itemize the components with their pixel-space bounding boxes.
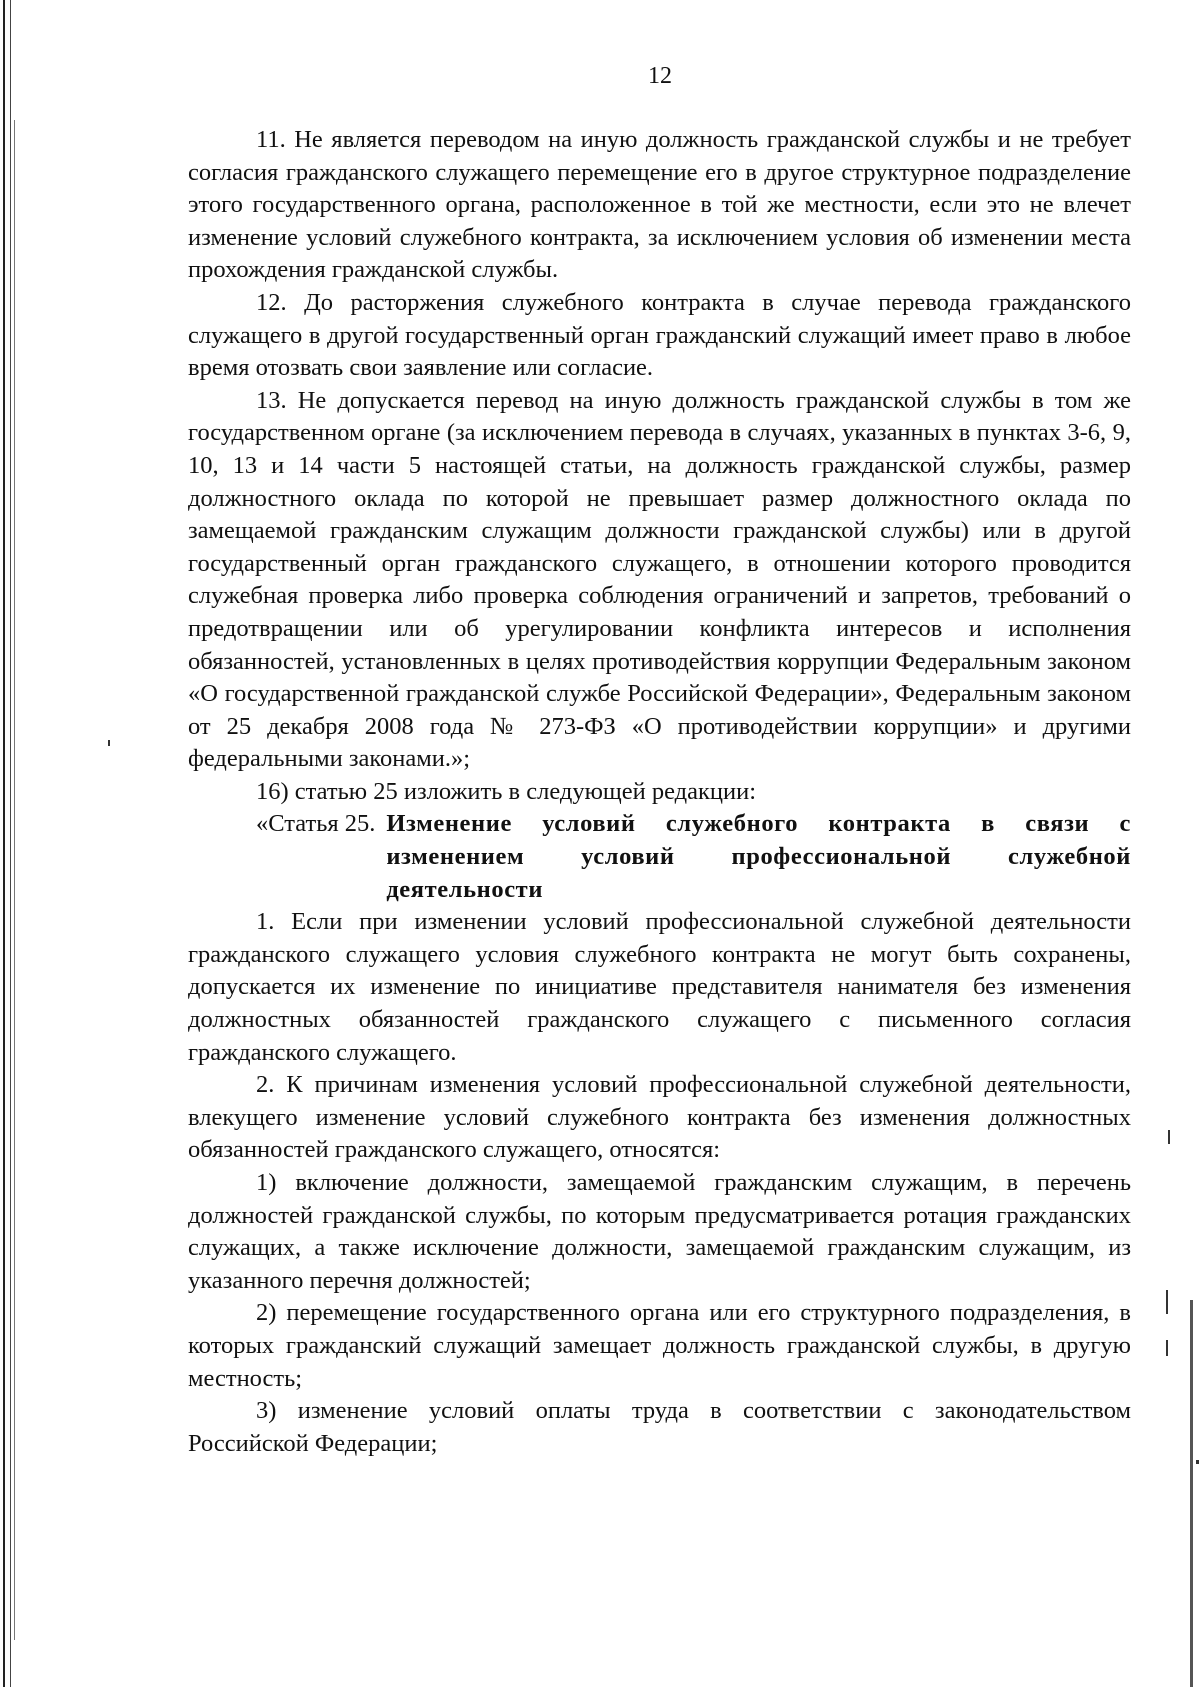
article-paragraph-2: 2. К причинам изменения условий профессиональной служебной деятельности, влекущего изменение условий служебного контракта без изменения должностных обязанностей гражданского служащего, относятся: [188,1071,1131,1164]
scan-edge-line [10,0,11,1687]
article-title: Изменение условий служебного контракта в связи с изменением условий профессиональной служебной деятельности [386,810,1131,903]
article-paragraph-1: 1. Если при изменении условий профессиональной служебной деятельности гражданского служащего условия служебного контракта не могут быть сохранены, допускается их изменение по инициативе представителя нанимателя без изменения должностных обязанностей гражданского служащего с письменного согласия гражданского служащего. [188,908,1131,1066]
list-item-3: 3) изменение условий оплаты труда в соответствии с законодательством Российской Федерации; [188,1397,1131,1457]
scan-speck [1166,1340,1168,1356]
paragraph-11: 11. Не является переводом на иную должность гражданской службы и не требует согласия гражданского служащего перемещение его в другое структурное подразделение этого государственного органа, расположенное в той же местности, если это не влечет изменение условий служебного контракта, за исключением условия об изменении места прохождения гражданской службы. [188,126,1131,284]
scan-speck [1168,1130,1170,1144]
list-item-1: 1) включение должности, замещаемой гражданским служащим, в перечень должностей гражданской службы, по которым предусматривается ротация гражданских служащих, а также исключение должности, замещаемой гражданским служащим, из указанного перечня должностей; [188,1169,1131,1294]
document-body [188,124,1131,1460]
scan-speck [1166,1290,1168,1314]
paragraph-13: 13. Не допускается перевод на иную должность гражданской службы в том же государственном органе (за исключением перевода в случаях, указанных в пунктах 3-6, 9, 10, 13 и 14 части 5 настоящей статьи, на должность гражданской службы, размер должностного оклада по которой не превышает размер должностного оклада по замещаемой гражданским служащим должности гражданской службы) или в другой государственный орган гражданского служащего, в отношении которого проводится служебная проверка либо проверка соблюдения ограничений и запретов, требований о предотвращении или об урегулировании конфликта интересов и исполнения обязанностей, установленных в целях противодействия коррупции Федеральным законом «О государственной гражданской службе Российской Федерации», Федеральным законом от 25 декабря 2008 года № 273-ФЗ «О противодействии коррупции» и другими федеральными законами.»; [188,386,1131,773]
page-number: 12 [648,63,672,89]
scan-edge-line [14,120,15,1640]
scan-speck [108,740,110,746]
article-number: «Статья 25. [256,810,376,838]
list-item-2: 2) перемещение государственного органа или его структурного подразделения, в которых гражданский служащий замещает должность гражданской службы, в другую местность; [188,1299,1131,1392]
scan-edge-line [3,0,5,1687]
scan-edge-line [1190,1300,1193,1687]
amendment-16: 16) статью 25 изложить в следующей редакции: [256,777,757,805]
paragraph-12: 12. До расторжения служебного контракта в случае перевода гражданского служащего в другой государственный орган гражданский служащий имеет право в любое время отозвать свои заявление или согласие. [188,288,1131,382]
scan-speck [1196,1460,1199,1464]
article-heading [188,808,1131,906]
